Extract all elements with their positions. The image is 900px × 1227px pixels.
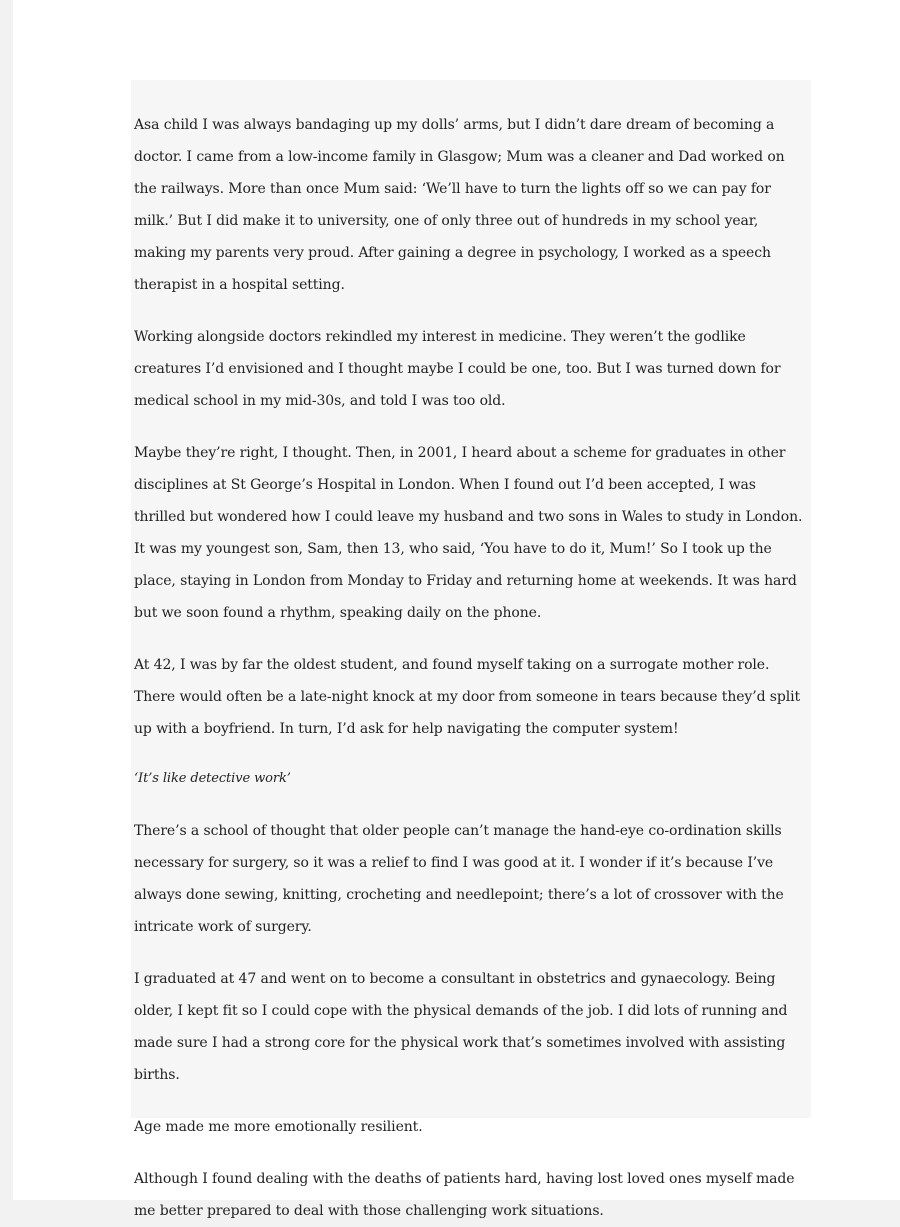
- article-subheading: ‘It’s like detective work’: [134, 771, 291, 786]
- article-paragraph: There’s a school of thought that older people can’t manage the hand-eye co-ordination skills necessary for surgery, so it was a relief to find I was good at it. I wonder if it’s because I’ve always done sewing, knitting, crocheting and needlepoint; there’s a lot of crossover with the intricate work of surgery.: [134, 823, 784, 935]
- article-body: [131, 80, 811, 1219]
- article-paragraph: I graduated at 47 and went on to become a consultant in obstetrics and gynaecology. Being older, I kept fit so I could cope with the physical demands of the job. I did lots of running and made sure I had a strong core for the physical work that’s sometimes involved with assisting births.: [134, 971, 788, 1083]
- article-paragraph: Asa child I was always bandaging up my dolls’ arms, but I didn’t dare dream of becoming a doctor. I came from a low-income family in Glasgow; Mum was a cleaner and Dad worked on the railways. More than once Mum said: ‘We’ll have to turn the lights off so we can pay for milk.’ But I did make it to university, one of only three out of hundreds in my school year, making my parents very proud. After gaining a degree in psychology, I worked as a speech therapist in a hospital setting.: [134, 117, 785, 293]
- article-paragraph: Working alongside doctors rekindled my interest in medicine. They weren’t the godlike creatures I’d envisioned and I thought maybe I could be one, too. But I was turned down for medical school in my mid-30s, and told I was too old.: [134, 329, 781, 409]
- article-paragraph: At 42, I was by far the oldest student, and found myself taking on a surrogate mother role. There would often be a late-night knock at my door from someone in tears because they’d split up with a boyfriend. In turn, I’d ask for help navigating the computer system!: [134, 657, 801, 737]
- article-paragraph: Although I found dealing with the deaths of patients hard, having lost loved ones myself made me better prepared to deal with those challenging work situations.: [134, 1171, 795, 1219]
- article-paragraph: Age made me more emotionally resilient.: [134, 1119, 423, 1135]
- article-paragraph: Maybe they’re right, I thought. Then, in 2001, I heard about a scheme for graduates in other disciplines at St George’s Hospital in London. When I found out I’d been accepted, I was thrilled but wondered how I could leave my husband and two sons in Wales to study in London. It was my youngest son, Sam, then 13, who said, ‘You have to do it, Mum!’ So I took up the place, staying in London from Monday to Friday and returning home at weekends. It was hard but we soon found a rhythm, speaking daily on the phone.: [134, 445, 803, 621]
- page: [13, 0, 900, 1219]
